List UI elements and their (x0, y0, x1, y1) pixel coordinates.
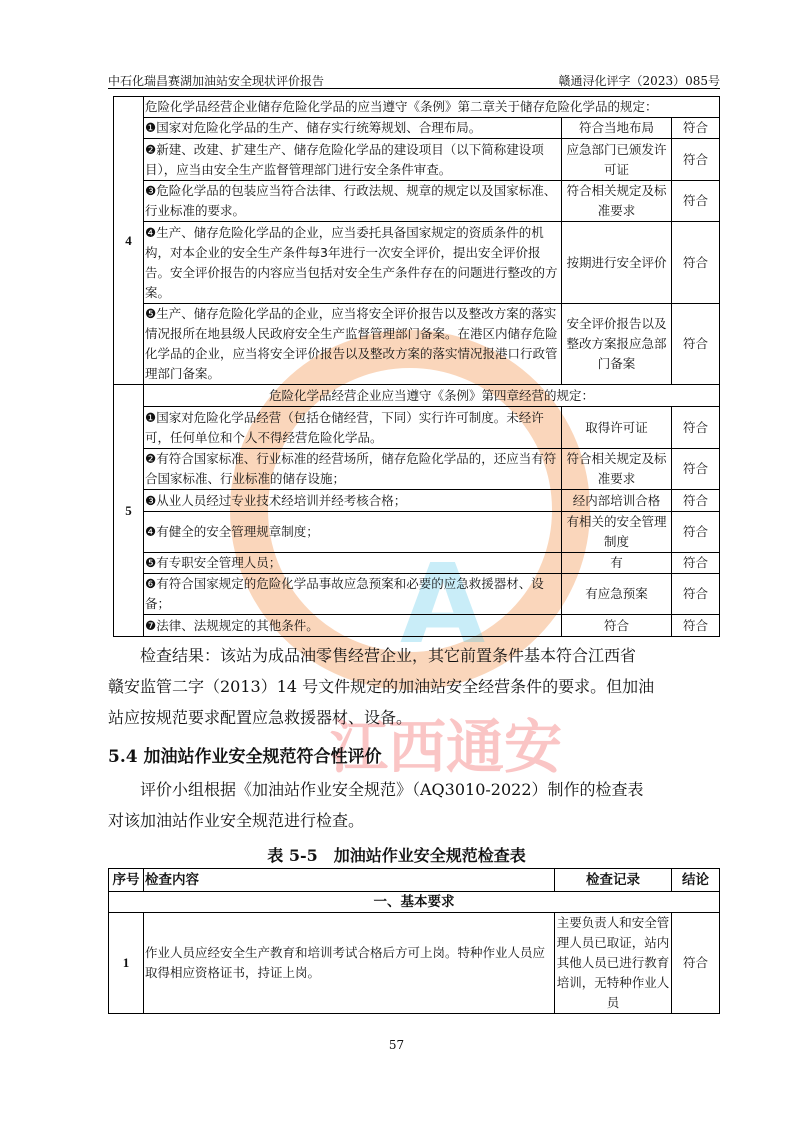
group-seq: 5 (114, 385, 144, 637)
section-para-1: 评价小组根据《加油站作业安全规范》（AQ3010-2022）制作的检查表 (140, 780, 644, 799)
table-row (114, 512, 720, 553)
table-row (114, 407, 720, 449)
page-number: 57 (388, 1038, 405, 1052)
header-left: 中石化瑞昌赛湖加油站安全现状评价报告 (108, 74, 325, 88)
item-record: 符合 (562, 615, 672, 637)
item-content: ❶国家对危险化学品经营（包括仓储经营，下同）实行许可制度。未经许可，任何单位和个人不得经营危险化学品。 (144, 407, 562, 449)
row-record: 主要负责人和安全管理人员已取证，站内其他人员已进行教育培训，无特种作业人员 (555, 913, 672, 1014)
item-content: ❷有符合国家标准、行业标准的经营场所，储存危险化学品的，还应当有符合国家标准、行业标准的储存设施； (144, 449, 562, 490)
group-title: 危险化学品经营企业储存危险化学品的应当遵守《条例》第二章关于储存危险化学品的规定： (144, 97, 720, 118)
item-result: 符合 (672, 553, 720, 574)
item-content: ❹有健全的安全管理规章制度； (144, 512, 562, 553)
group-seq: 4 (114, 97, 144, 385)
table-row (114, 553, 720, 574)
table-row (114, 574, 720, 615)
item-result: 符合 (672, 490, 720, 512)
conclusion-line-2: 赣安监管二字（2013）14 号文件规定的加油站安全经营条件的要求。但加油 (108, 677, 655, 696)
watermark-text: 江西通安 (330, 713, 563, 781)
item-result: 符合 (672, 181, 720, 222)
table-caption: 表 5-5 加油站作业安全规范检查表 (267, 846, 526, 865)
table-row (114, 181, 720, 222)
row-content: 作业人员应经安全生产教育和培训考试合格后方可上岗。特种作业人员应取得相应资格证书，持证上岗。 (144, 913, 555, 1014)
item-content: ❹生产、储存危险化学品的企业，应当委托具备国家规定的资质条件的机构，对本企业的安全生产条件每3年进行一次安全评价，提出安全评价报告。安全评价报告的内容应当包括对安全生产条件存在的问题进行整改的方案。 (144, 222, 562, 304)
item-record: 符合相关规定及标准要求 (562, 449, 672, 490)
item-record: 按期进行安全评价 (562, 222, 672, 304)
item-record: 应急部门已颁发许可证 (562, 139, 672, 181)
item-result: 符合 (672, 615, 720, 637)
check-table-1 (113, 96, 720, 637)
table-row (114, 304, 720, 385)
item-content: ❺有专职安全管理人员； (144, 553, 562, 574)
item-record: 安全评价报告以及整改方案报应急部门备案 (562, 304, 672, 385)
conclusion-line-1: 检查结果：该站为成品油零售经营企业，其它前置条件基本符合江西省 (140, 646, 637, 665)
item-content: ❼法律、法规规定的其他条件。 (144, 615, 562, 637)
item-result: 符合 (672, 222, 720, 304)
item-content: ❷新建、改建、扩建生产、储存危险化学品的建设项目（以下简称建设项目），应当由安全生产监督管理部门进行安全条件审查。 (144, 139, 562, 181)
item-record: 符合当地布局 (562, 118, 672, 139)
table-row (114, 615, 720, 637)
row-result: 符合 (672, 913, 720, 1014)
header-divider (108, 88, 720, 89)
item-record: 有相关的安全管理制度 (562, 512, 672, 553)
header-seq: 序号 (109, 869, 144, 892)
item-result: 符合 (672, 304, 720, 385)
item-result: 符合 (672, 449, 720, 490)
header-content: 检查内容 (144, 869, 555, 892)
header-record: 检查记录 (555, 869, 672, 892)
group-title: 危险化学品经营企业应当遵守《条例》第四章经营的规定： (144, 385, 720, 407)
table-row (114, 118, 720, 139)
item-content: ❸危险化学品的包装应当符合法律、行政法规、规章的规定以及国家标准、行业标准的要求。 (144, 181, 562, 222)
item-content: ❸从业人员经过专业技术经培训并经考核合格； (144, 490, 562, 512)
conclusion-line-3: 站应按规范要求配置应急救援器材、设备。 (108, 708, 413, 727)
table-row (109, 913, 720, 1014)
table-row (114, 449, 720, 490)
header-result: 结论 (672, 869, 720, 892)
table-row (114, 222, 720, 304)
item-result: 符合 (672, 139, 720, 181)
section-para-2: 对该加油站作业安全规范进行检查。 (108, 811, 365, 830)
item-content: ❻有符合国家规定的危险化学品事故应急预案和必要的应急救援器材、设备； (144, 574, 562, 615)
item-record: 取得许可证 (562, 407, 672, 449)
item-record: 有 (562, 553, 672, 574)
item-content: ❶国家对危险化学品的生产、储存实行统筹规划、合理布局。 (144, 118, 562, 139)
item-result: 符合 (672, 574, 720, 615)
table-row (114, 139, 720, 181)
item-record: 有应急预案 (562, 574, 672, 615)
item-record: 符合相关规定及标准要求 (562, 181, 672, 222)
check-table-2 (108, 868, 720, 1014)
row-seq: 1 (109, 913, 144, 1014)
section-heading: 5.4 加油站作业安全规范符合性评价 (108, 747, 382, 767)
header-right: 赣通浔化评字（2023）085号 (558, 74, 720, 88)
item-result: 符合 (672, 118, 720, 139)
item-content: ❺生产、储存危险化学品的企业，应当将安全评价报告以及整改方案的落实情况报所在地县级人民政府安全生产监督管理部门备案。在港区内储存危险化学品的企业，应当将安全评价报告以及整改方案的落实情况报港口行政管理部门备案。 (144, 304, 562, 385)
item-result: 符合 (672, 407, 720, 449)
item-result: 符合 (672, 512, 720, 553)
table-row (114, 490, 720, 512)
item-record: 经内部培训合格 (562, 490, 672, 512)
section-row: 一、基本要求 (109, 892, 720, 913)
watermark-logo-a: A (400, 540, 486, 668)
